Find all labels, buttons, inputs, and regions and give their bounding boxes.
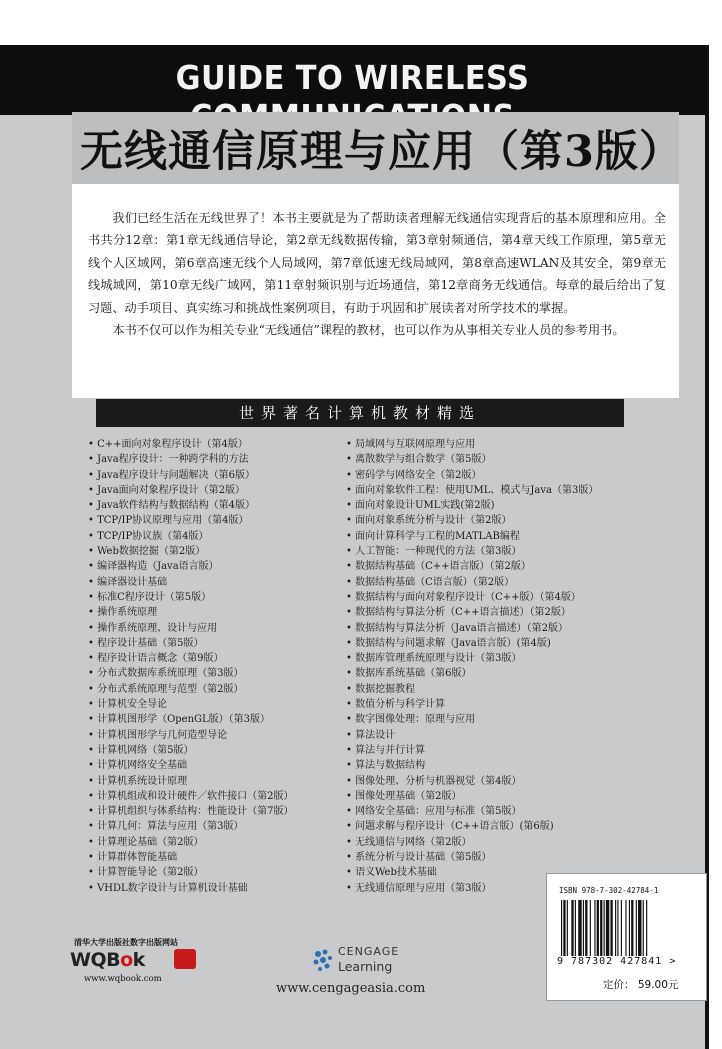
book-list-item: • 程序设计基础（第5版）	[88, 636, 293, 651]
barcode-bar	[615, 900, 616, 956]
book-list-item: • 图像处理基础（第2版）	[346, 789, 598, 804]
barcode-bar	[578, 900, 581, 956]
book-list-item: • 面向对象系统分析与设计（第2版）	[346, 513, 598, 528]
barcode-bar	[575, 900, 576, 956]
book-list-item: • 数据结构与算法分析（C++语言描述）（第2版）	[346, 605, 598, 620]
book-list-item: • 计算机图形学与几何造型导论	[88, 728, 293, 743]
book-list-item: • Java程序设计与问题解决（第6版）	[88, 468, 293, 483]
book-list-item: • TCP/IP协议族（第4版）	[88, 529, 293, 544]
wqbook-logo-c: k	[132, 949, 145, 971]
book-list-item: • 计算群体智能基础	[88, 850, 293, 865]
book-list-item: • 算法设计	[346, 728, 598, 743]
book-list-item: • 计算机网络安全基础	[88, 758, 293, 773]
book-list-left	[88, 437, 293, 896]
book-list-item: • 数据结构与问题求解（Java语言版）(第4版)	[346, 636, 598, 651]
book-list-item: • 计算机图形学（OpenGL版）（第3版）	[88, 712, 293, 727]
book-list-item: • 无线通信与网络（第2版）	[346, 835, 598, 850]
book-list-item: • 数字图像处理：原理与应用	[346, 712, 598, 727]
barcode-bar	[617, 900, 618, 956]
book-list-item: • 系统分析与设计基础（第5版）	[346, 850, 598, 865]
cengage-logo	[312, 944, 432, 980]
barcode-bar	[590, 900, 591, 956]
description	[88, 207, 666, 341]
cengage-word: CENGAGE	[338, 945, 400, 958]
spine-edge	[705, 45, 722, 1049]
publisher-line: 清华大学出版社数字出版网站	[74, 938, 178, 947]
book-list-item: • 局域网与互联网原理与应用	[346, 437, 598, 452]
book-list-item: • 数据库系统基础（第6版）	[346, 666, 598, 681]
barcode-bar	[567, 900, 568, 956]
barcode-bar	[600, 900, 602, 956]
price: 定价： 59.00元	[603, 979, 679, 991]
book-list-item: • 分布式数据库系统原理（第3版）	[88, 666, 293, 681]
book-list-item: • 语义Web技术基础	[346, 865, 598, 880]
description-paragraph-2: 本书不仅可以作为相关专业“无线通信”课程的教材，也可以作为从事相关专业人员的参考用书。	[112, 323, 625, 338]
book-list-item: • 离散数学与组合数学（第5版）	[346, 452, 598, 467]
book-list-item: • 算法与并行计算	[346, 743, 598, 758]
book-list-item: • 数值分析与科学计算	[346, 697, 598, 712]
book-list-item: • Web数据挖掘（第2版）	[88, 544, 293, 559]
barcode-bar	[563, 900, 565, 956]
book-list-item: • Java程序设计：一种跨学科的方法	[88, 452, 293, 467]
barcode-bar	[646, 900, 647, 956]
book-list-item: • TCP/IP协议原理与应用（第4版）	[88, 513, 293, 528]
barcode-bar	[629, 900, 630, 956]
cengage-sub: Learning	[338, 959, 393, 974]
book-list-item: • 计算机组成和设计硬件／软件接口（第2版）	[88, 789, 293, 804]
top-margin	[0, 0, 722, 45]
book-list-item: • 数据挖掘教程	[346, 682, 598, 697]
barcode-bar	[561, 900, 562, 956]
barcode-bar	[643, 900, 644, 956]
isbn-barcode-box	[546, 873, 707, 1001]
barcode-bar	[621, 900, 622, 956]
book-list-item: • VHDL数字设计与计算机设计基础	[88, 881, 293, 896]
wqbook-stamp-icon	[174, 949, 196, 969]
cengage-mark-icon	[312, 948, 334, 974]
barcode-bar	[583, 900, 584, 956]
barcode-bar	[606, 900, 609, 956]
barcode-icon	[559, 900, 696, 956]
book-list-right	[346, 437, 598, 896]
book-list-item: • 图像处理、分析与机器视觉（第4版）	[346, 774, 598, 789]
book-list-item: • 数据结构与面向对象程序设计（C++版）（第4版）	[346, 590, 598, 605]
book-list-item: • 标准C程序设计（第5版）	[88, 590, 293, 605]
book-list-item: • 面向对象软件工程：使用UML、模式与Java（第3版）	[346, 483, 598, 498]
book-list-item: • Java软件结构与数据结构（第4版）	[88, 498, 293, 513]
wqbook-logo-a: WQB	[70, 949, 121, 971]
book-list-item: • 计算机组织与体系结构：性能设计（第7版）	[88, 804, 293, 819]
book-list-item: • 面向计算科学与工程的MATLAB编程	[346, 529, 598, 544]
chinese-title: 无线通信原理与应用（第3版）	[80, 127, 683, 177]
book-list-item: • 操作系统原理、设计与应用	[88, 621, 293, 636]
isbn-digits: 9 787302 427841 >	[557, 956, 677, 967]
book-list-item: • 数据结构与算法分析（Java语言描述）（第2版）	[346, 621, 598, 636]
cengage-url: www.cengageasia.com	[276, 981, 426, 996]
book-list-item: • 编译器构造（Java语言版）	[88, 559, 293, 574]
description-paragraph-1: 我们已经生活在无线世界了！本书主要就是为了帮助读者理解无线通信实现背后的基本原理和应用。全书共分12章：第1章无线通信导论，第2章无线数据传输，第3章射频通信，第4章天线工作原理，第5章无线个人区域网，第6章高速无线个人局域网，第7章低速无线局域网，第8章高速WLAN及其安全，第9章无线城域网，第10章无线广域网，第11章射频识别与近场通信，第12章商务无线通信。每章的最后给出了复习题、动手项目、真实练习和挑战性案例项目，有助于巩固和扩展读者对所学技术的掌握。	[88, 211, 666, 315]
book-list-item: • 分布式系统原理与范型（第2版）	[88, 682, 293, 697]
book-list-item: • 计算机系统设计原理	[88, 774, 293, 789]
book-list-item: • 计算机网络（第5版）	[88, 743, 293, 758]
barcode-bar	[610, 900, 612, 956]
book-list-item: • 计算智能导论（第2版）	[88, 865, 293, 880]
book-list-item: • 数据结构基础（C++语言版）（第2版）	[346, 559, 598, 574]
publisher-logo	[62, 937, 212, 997]
book-list-item: • 面向对象设计UML实践(第2版)	[346, 498, 598, 513]
book-list-item: • 操作系统原理	[88, 605, 293, 620]
barcode-bar	[585, 900, 587, 956]
book-list-item: • C++面向对象程序设计（第4版）	[88, 437, 293, 452]
barcode-bar	[571, 900, 573, 956]
book-list-item: • 数据结构基础（C语言版）（第2版）	[346, 575, 598, 590]
book-list-item: • 编译器设计基础	[88, 575, 293, 590]
barcode-bar	[594, 900, 595, 956]
barcode-bar	[625, 900, 626, 956]
wqbook-url: www.wqbook.com	[84, 974, 162, 984]
barcode-bar	[636, 900, 637, 956]
english-title: GUIDE TO WIRELESS	[175, 58, 530, 97]
barcode-bar	[638, 900, 641, 956]
wqbook-logo	[70, 949, 145, 971]
barcode-bar	[631, 900, 633, 956]
book-list-item: • 人工智能：一种现代的方法（第3版）	[346, 544, 598, 559]
isbn-label: ISBN 978-7-302-42784-1	[559, 886, 659, 895]
barcode-bar	[604, 900, 605, 956]
book-list-item: • 程序设计语言概念（第9版）	[88, 651, 293, 666]
book-list-item: • 网络安全基础：应用与标准（第5版）	[346, 804, 598, 819]
book-list-item: • 密码学与网络安全（第2版）	[346, 468, 598, 483]
book-list-item: • 计算理论基础（第2版）	[88, 835, 293, 850]
book-list-item: • 算法与数据结构	[346, 758, 598, 773]
series-title: 世界著名计算机教材精选	[96, 399, 624, 427]
book-list-item: • 数据库管理系统原理与设计（第3版）	[346, 651, 598, 666]
book-list-item: • 计算机安全导论	[88, 697, 293, 712]
book-list-item: • 问题求解与程序设计（C++语言版）(第6版)	[346, 819, 598, 834]
wqbook-logo-b: o	[120, 949, 133, 971]
book-list-item: • Java面向对象程序设计（第2版）	[88, 483, 293, 498]
book-list-item: • 无线通信原理与应用（第3版）	[346, 881, 598, 896]
book-list-item: • 计算几何：算法与应用（第3版）	[88, 819, 293, 834]
barcode-bar	[597, 900, 599, 956]
